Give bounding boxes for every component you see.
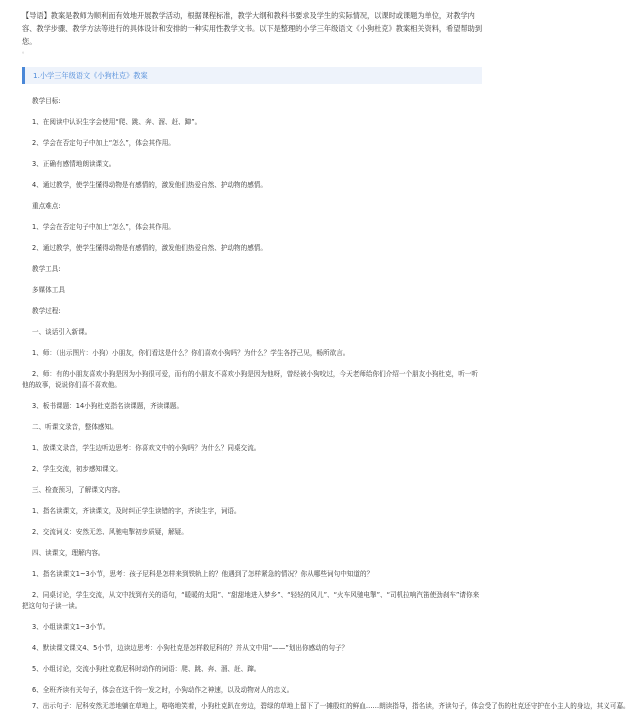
paragraph: 1、指名读课文，齐读课文，及时纠正学生读错的字，齐读生字，词语。 (32, 507, 241, 515)
paragraph: 教学工具: (32, 265, 61, 273)
section-heading (22, 67, 482, 84)
paragraph: 3、小组读课文1~3小节。 (32, 623, 110, 631)
paragraph: 5、小组讨论，交流小狗杜克救尼科时动作的词语：爬、跳、奔、溜、赶、蹿。 (32, 665, 261, 673)
paragraph: 2、同桌讨论，学生交流，从文中找到有关的语句，“暖暖的太阳”、“甜甜地进入梦乡”、“轻轻的风儿”、“火车风驰电掣”、“司机拉响汽笛使劲刹车”请你来把这句句子读一读。 (22, 591, 480, 610)
paragraph: 2、学生交流，初步感知课文。 (32, 465, 122, 473)
paragraph: 教学目标: (32, 97, 61, 105)
intro-summary (22, 9, 486, 56)
paragraph: 4、默读课文课文4、5小节，边读边思考：小狗杜克是怎样救尼科的？并从文中用“——”划出你感动的句子？ (32, 644, 349, 652)
intro-text: 【导语】教案是教师为顺利而有效地开展教学活动，根据课程标准，教学大纲和教科书要求及学生的实际情况，以课时或课题为单位，对教学内容、教学步骤、教学方法等进行的具体设计和安排的一种实用性教学文书。以下是整理的小学三年级语文《小狗杜克》教案相关资料，希望帮助到您。 (22, 11, 483, 46)
paragraph: 二、听课文录音，整体感知。 (32, 423, 118, 431)
paragraph: 1、在阅读中认识生字会使用“爬、跳、奔、溜、赶、蹿”。 (32, 118, 202, 126)
paragraph: 1、师：（出示图片：小狗）小朋友，你们看这是什么？你们喜欢小狗吗？为什么？学生各抒己见，畅所欲言。 (32, 349, 350, 357)
paragraph: 重点难点: (32, 202, 61, 210)
paragraph: 多媒体工具 (32, 286, 65, 294)
paragraph: 3、板书课题：14小狗杜克指名读课题，齐读课题。 (32, 402, 184, 410)
paragraph: 教学过程: (32, 307, 61, 315)
paragraph: 4、通过教学，使学生懂得动物是有感情的，激发他们热爱自然、护动物的感情。 (32, 181, 267, 189)
intro-marker: 。 (22, 48, 29, 55)
paragraph: 1、学会在否定句子中加上“怎么”，体会其作用。 (32, 223, 175, 231)
paragraph: 3、正确有感情地朗读课文。 (32, 160, 116, 168)
paragraph: 1、放课文录音，学生边听边思考：你喜欢文中的小狗吗？为什么？同桌交流。 (32, 444, 261, 452)
paragraph: 一、谈话引入新课。 (32, 328, 92, 336)
paragraph: 7、出示句子：尼科安然无恙地躺在草地上，咯咯地笑着，小狗杜克趴在旁边，碧绿的草地上留下了一摊殷红的鲜血……朗读指导，指名读，齐读句子，体会受了伤的杜克还守护在小主人的身边，其义可嘉。 (32, 702, 630, 710)
paragraph: 2、学会在否定句子中加上“怎么”，体会其作用。 (32, 139, 175, 147)
paragraph: 2、交流词义：安然无恙、风驰电掣初步质疑，解疑。 (32, 528, 188, 536)
paragraph: 三、检查预习，了解课文内容。 (32, 486, 125, 494)
paragraph: 2、通过教学，使学生懂得动物是有感情的，激发他们热爱自然、护动物的感情。 (32, 244, 267, 252)
section-title: 1.小学三年级语文《小狗杜克》教案 (33, 71, 148, 80)
paragraph: 6、全班齐读有关句子，体会在这千钧一发之时，小狗动作之神速，以及动物对人的忠义。 (32, 686, 294, 694)
paragraph: 2、师：有的小朋友喜欢小狗是因为小狗很可爱，而有的小朋友不喜欢小狗是因为他呀，曾经被小狗咬过，今天老师给你们介绍一个朋友小狗杜克，听一听他的故事，说说你们喜不喜欢他。 (22, 370, 478, 389)
paragraph: 1、指名读课文1~3小节，思考：孩子尼科是怎样来到铁轨上的？他遇到了怎样紧急的情况？你从哪些词句中知道的？ (32, 570, 374, 578)
paragraph: 四、读课文，理解内容。 (32, 549, 105, 557)
